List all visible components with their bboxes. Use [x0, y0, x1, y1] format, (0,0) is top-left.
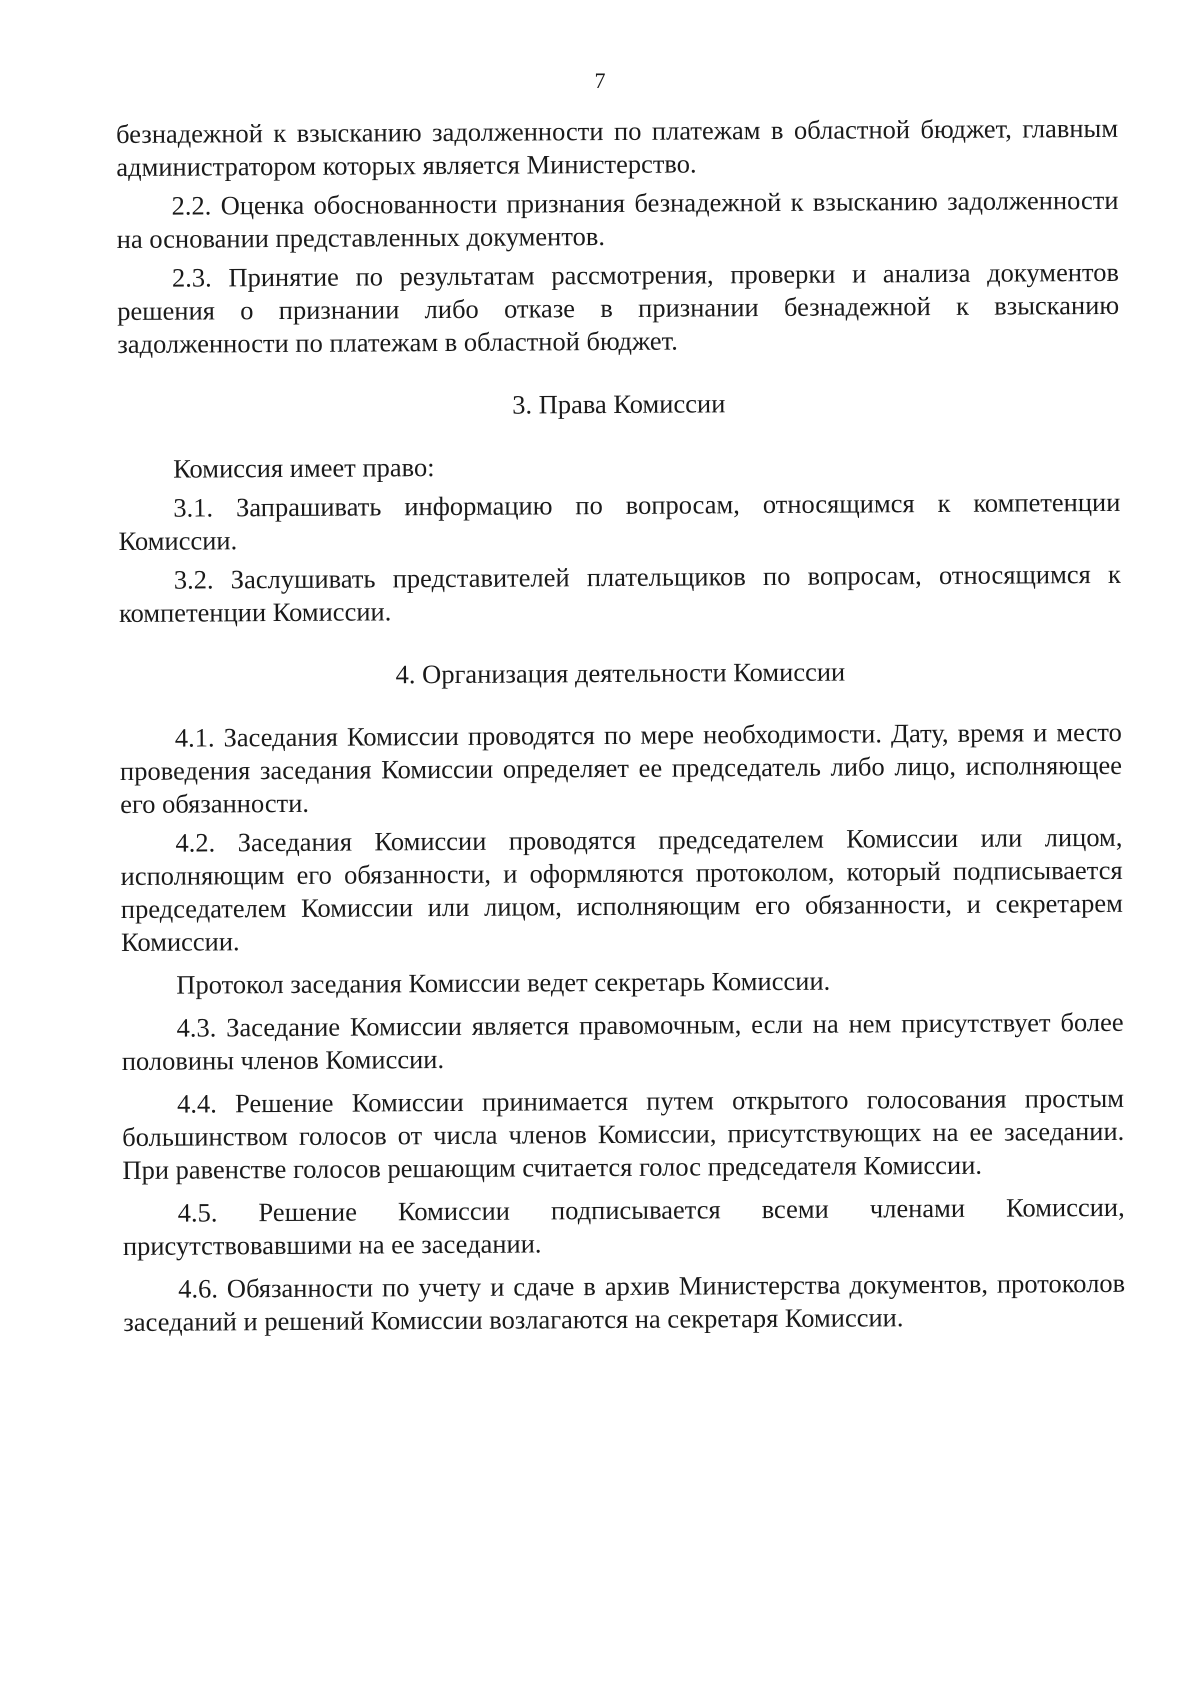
paragraph-3-2: 3.2. Заслушивать представителей плательщиков по вопросам, относящимся к компетенции Комиссии. [118, 558, 1121, 628]
document-body [116, 112, 1125, 1339]
paragraph-4-2: 4.2. Заседания Комиссии проводятся председателем Комиссии или лицом, исполняющим его обязанности, и оформляются протоколом, который подписывается председателем Комиссии или лицом, исполняющим его обязанности, и секретарем Комиссии. [120, 821, 1123, 957]
section-heading-3: 3. Права Комиссии [512, 388, 726, 420]
paragraph-4-5: 4.5. Решение Комиссии подписывается всеми членами Комиссии, присутствовавшими на ее заседании. [122, 1191, 1125, 1261]
paragraph-4-3: 4.3. Заседание Комиссии является правомочным, если на нем присутствует более половины членов Комиссии. [121, 1006, 1124, 1076]
paragraph-3-1: 3.1. Запрашивать информацию по вопросам, относящимся к компетенции Комиссии. [118, 486, 1121, 556]
section-heading-4: 4. Организация деятельности Комиссии [395, 656, 846, 690]
paragraph-protocol: Протокол заседания Комиссии ведет секретарь Комиссии. [176, 965, 831, 1000]
paragraph-4-4: 4.4. Решение Комиссии принимается путем открытого голосования простым большинством голосов от числа членов Комиссии, присутствующих на ее заседании. При равенстве голосов решающим считается голос председателя Комиссии. [122, 1082, 1125, 1185]
paragraph-2-3: 2.3. Принятие по результатам рассмотрения, проверки и анализа документов решения о признании либо отказе в признании безнадежной к взысканию задолженности по платежам в областной бюджет. [117, 256, 1120, 359]
page-number: 7 [594, 68, 606, 93]
paragraph-rights-intro: Комиссия имеет право: [173, 452, 435, 484]
paragraph-4-1: 4.1. Заседания Комиссии проводятся по мере необходимости. Дату, время и место проведения заседания Комиссии определяет ее председатель либо лицо, исполняющее его обязанности. [119, 716, 1123, 819]
paragraph-2-2: 2.2. Оценка обоснованности признания безнадежной к взысканию задолженности на основании представленных документов. [116, 184, 1119, 254]
paragraph-4-6: 4.6. Обязанности по учету и сдаче в архив Министерства документов, протоколов заседаний и решений Комиссии возлагаются на секретаря Комиссии. [123, 1267, 1126, 1337]
paragraph-continuation: безнадежной к взысканию задолженности по платежам в областной бюджет, главным администратором которых является Министерство. [116, 112, 1119, 182]
